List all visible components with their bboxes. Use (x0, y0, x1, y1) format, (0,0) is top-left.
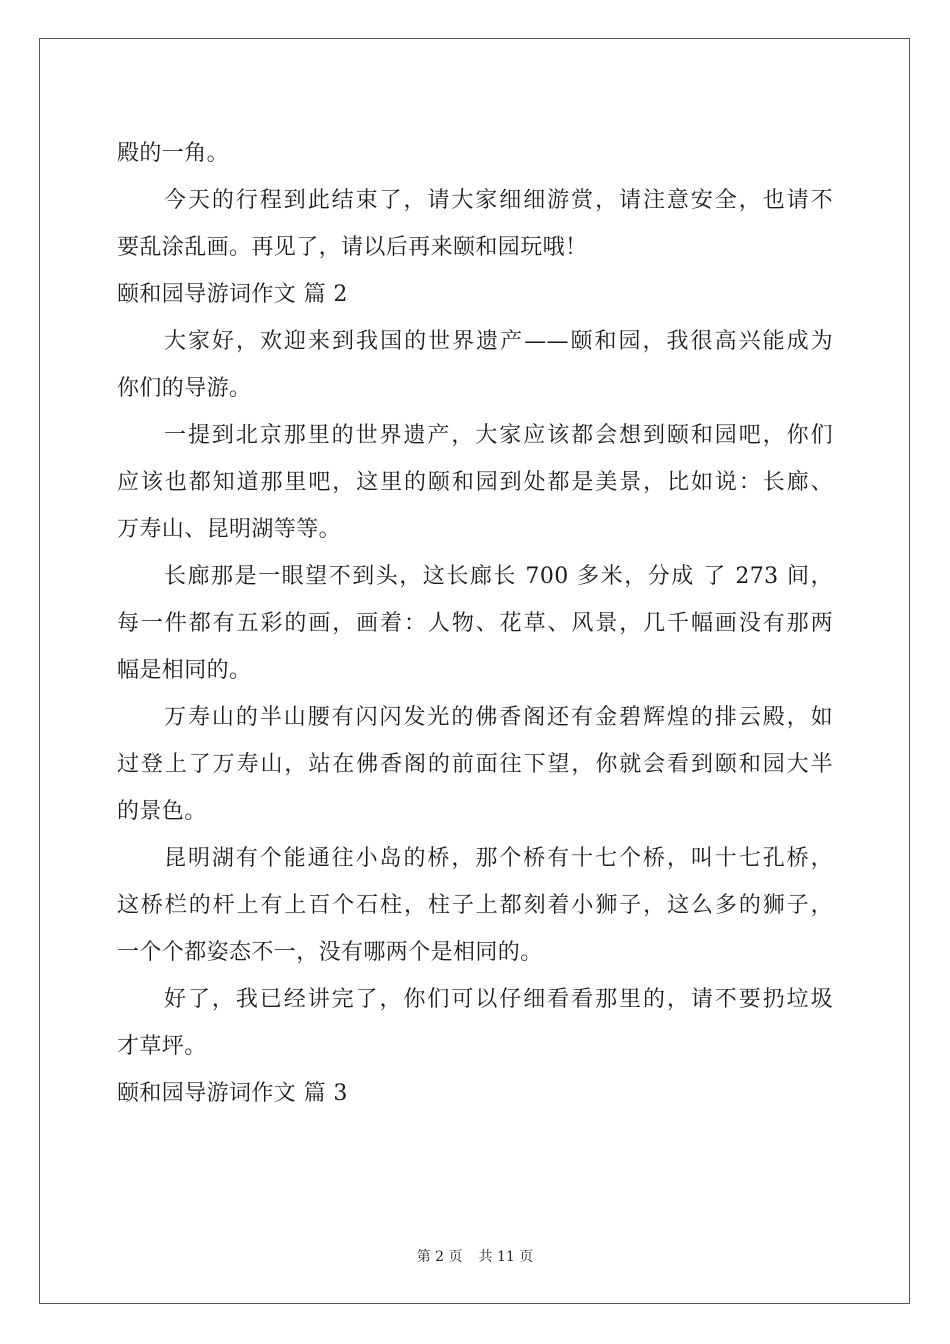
text-line: 万寿山的半山腰有闪闪发光的佛香阁还有金碧辉煌的排云殿，如 (164, 705, 833, 730)
text-line: 万寿山、昆明湖等等。 (117, 517, 342, 542)
text-line: 才草坪。 (117, 1034, 207, 1059)
paragraph (117, 130, 833, 177)
document-body (117, 130, 833, 1117)
paragraph (117, 177, 833, 271)
text-line: 殿的一角。 (117, 141, 230, 166)
text-line: 昆明湖有个能通往小岛的桥，那个桥有十七个桥，叫十七孔桥， (164, 846, 833, 871)
paragraph (117, 553, 833, 694)
text-line: 幅是相同的。 (117, 658, 252, 683)
text-line: 这桥栏的杆上有上百个石柱，柱子上都刻着小狮子，这么多的狮子， (117, 893, 833, 918)
text-line: 颐和园导游词作文 篇 3 (117, 1081, 348, 1106)
page-footer (0, 1246, 950, 1266)
page-total: 共 11 页 (478, 1249, 534, 1265)
text-line: 一个个都姿态不一，没有哪两个是相同的。 (117, 940, 543, 965)
paragraph (117, 694, 833, 835)
section-heading (117, 1070, 833, 1117)
text-line: 大家好，欢迎来到我国的世界遗产——颐和园，我很高兴能成为 (164, 329, 833, 354)
text-line: 应该也都知道那里吧，这里的颐和园到处都是美景，比如说：长廊、 (117, 470, 833, 495)
page-number: 第 2 页 (416, 1249, 463, 1265)
paragraph (117, 318, 833, 412)
text-line: 长廊那是一眼望不到头，这长廊长 700 多米，分成 了 273 间， (164, 564, 833, 589)
text-line: 好了，我已经讲完了，你们可以仔细看看那里的，请不要扔垃圾 (164, 987, 833, 1012)
paragraph (117, 835, 833, 976)
text-line: 过登上了万寿山，站在佛香阁的前面往下望，你就会看到颐和园大半 (117, 752, 833, 777)
text-line: 颐和园导游词作文 篇 2 (117, 282, 348, 307)
text-line: 一提到北京那里的世界遗产，大家应该都会想到颐和园吧，你们 (164, 423, 833, 448)
paragraph (117, 976, 833, 1070)
section-heading (117, 271, 833, 318)
text-line: 的景色。 (117, 799, 207, 824)
text-line: 今天的行程到此结束了，请大家细细游赏，请注意安全，也请不 (164, 188, 833, 213)
text-line: 每一件都有五彩的画，画着：人物、花草、风景，几千幅画没有那两 (117, 611, 833, 636)
paragraph (117, 412, 833, 553)
text-line: 你们的导游。 (117, 376, 252, 401)
text-line: 要乱涂乱画。再见了，请以后再来颐和园玩哦！ (117, 235, 588, 260)
